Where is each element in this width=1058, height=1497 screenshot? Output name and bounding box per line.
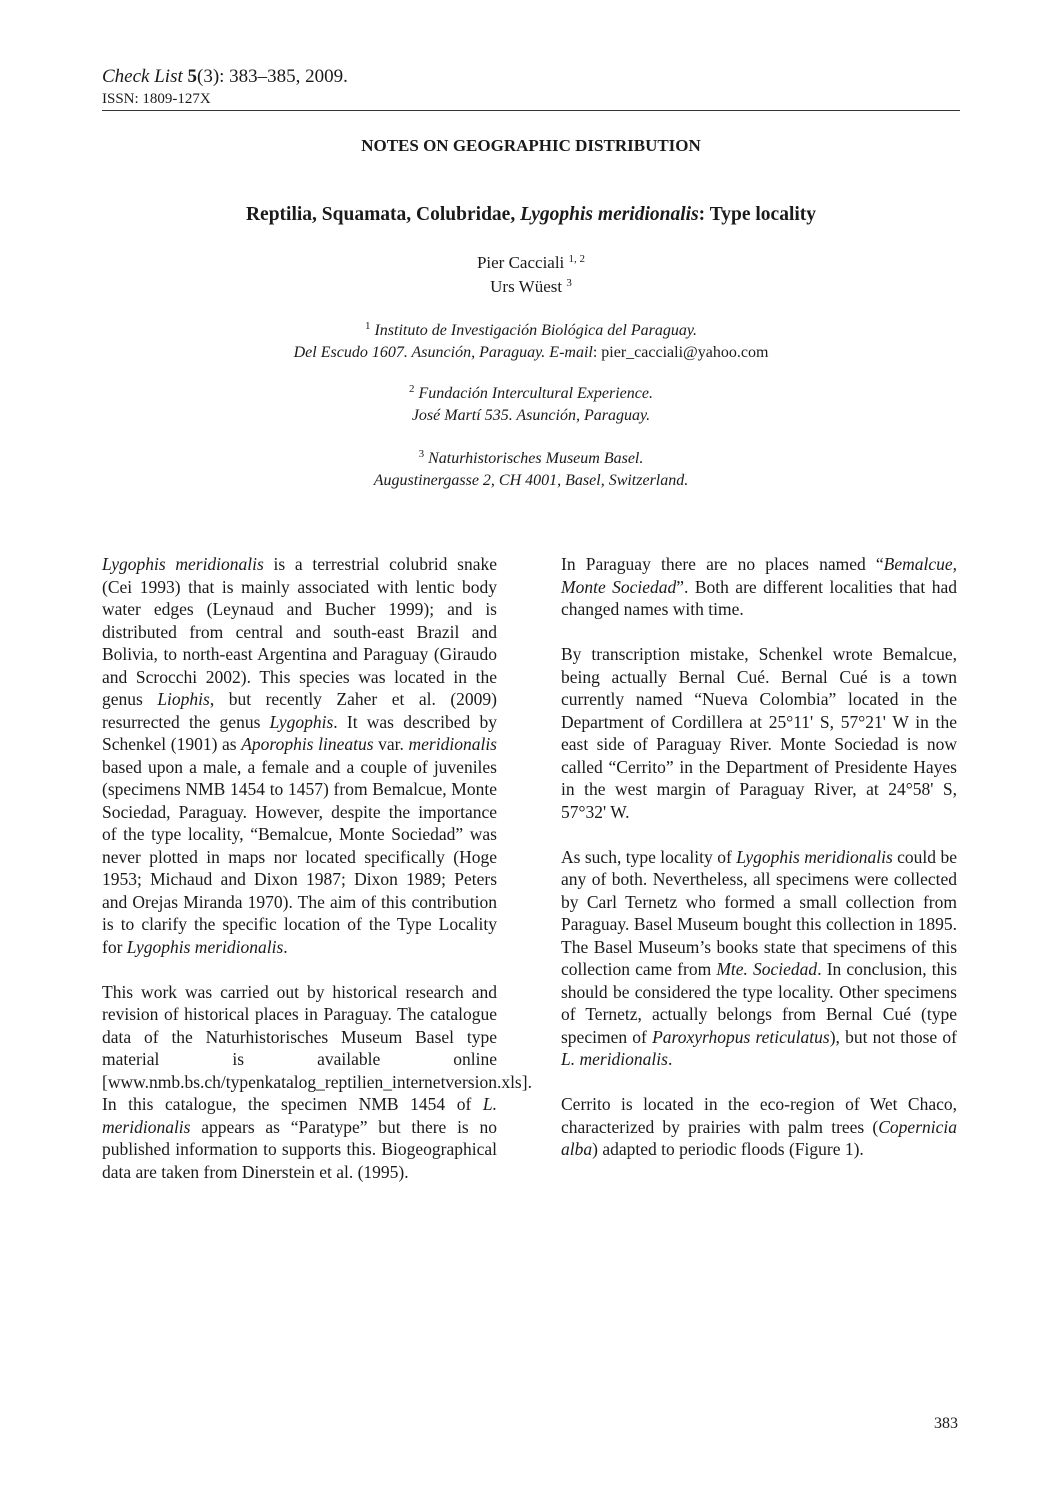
body-column-right bbox=[561, 553, 957, 1183]
affiliation-line: Augustinergasse 2, CH 4001, Basel, Switzerland. bbox=[373, 472, 689, 489]
author-affiliation-mark: 3 bbox=[566, 277, 572, 289]
title-prefix: Reptilia, Squamata, Colubridae, bbox=[245, 204, 516, 225]
issn: ISSN: 1809-127X bbox=[102, 91, 211, 107]
affiliation-line: Naturhistorisches Museum Basel. bbox=[428, 450, 644, 467]
paragraph-transcription: By transcription mistake, Schenkel wrote Bemalcue, being actually Bernal Cué. Bernal Cué is a town currently named “Nueva Colombia” located in the Department of Cordillera at 25°11' S, 57°21' W in the east side of Paraguay River. Monte Sociedad is now called “Cerrito” in the Department of Presidente Hayes in the west margin of Paraguay River, at 24°58' S, 57°32' W. bbox=[561, 644, 957, 822]
author-list bbox=[102, 251, 960, 299]
author bbox=[102, 275, 960, 299]
paragraph-places: In Paraguay there are no places named “Bemalcue, Monte Sociedad”. Both are different localities that had changed names with time. bbox=[561, 554, 957, 619]
journal-citation bbox=[102, 66, 348, 88]
affiliation-3 bbox=[102, 448, 960, 492]
header-rule bbox=[102, 110, 960, 111]
author-affiliation-mark: 1, 2 bbox=[568, 253, 586, 265]
affiliation-line: Fundación Intercultural Experience. bbox=[418, 385, 653, 402]
page-number: 383 bbox=[934, 1415, 958, 1432]
author-name: Urs Wüest bbox=[490, 277, 563, 296]
affiliation-line: Instituto de Investigación Biológica del Paraguay. bbox=[374, 322, 698, 339]
affiliation-email: : pier_cacciali@yahoo.com bbox=[592, 344, 769, 361]
title-species: Lygophis meridionalis bbox=[520, 204, 699, 225]
title-suffix: : Type locality bbox=[698, 204, 817, 225]
section-heading: NOTES ON GEOGRAPHIC DISTRIBUTION bbox=[361, 136, 701, 155]
affiliation-number: 1 bbox=[364, 320, 371, 332]
journal-name: Check List bbox=[102, 66, 183, 87]
journal-volume: 5 bbox=[187, 66, 197, 87]
journal-issue-pages-year: (3): 383–385, 2009. bbox=[197, 66, 348, 87]
affiliation-number: 3 bbox=[418, 448, 425, 460]
paragraph-methods: This work was carried out by historical research and revision of historical places in Paraguay. The catalogue data of the Naturhistorisches Museum Basel type material is available online [www.nmb.bs.ch/typenkatalog_reptilien_internetversion.xls]. In this catalogue, the specimen NMB 1454 of L. meridionalis appears as “Paratype” but there is no published information to supports this. Biogeographical data are taken from Dinerstein et al. (1995). bbox=[102, 981, 532, 1182]
article-title bbox=[102, 203, 960, 227]
affiliation-number: 2 bbox=[409, 383, 415, 395]
body-column-left bbox=[102, 553, 532, 1206]
paragraph-type-locality: As such, type locality of Lygophis meridionalis could be any of both. Nevertheless, all specimens were collected by Carl Ternetz who formed a small collection from Paraguay. Basel Museum bought this collection in 1895. The Basel Museum’s books state that specimens of this collection came from Mte. Sociedad. In conclusion, this should be considered the type locality. Other specimens of Ternetz, actually belongs from Bernal Cué (type specimen of Paroxyrhopus reticulatus), but not those of L. meridionalis. bbox=[561, 846, 958, 1069]
paragraph-intro: Lygophis meridionalis is a terrestrial colubrid snake (Cei 1993) that is mainly associated with lentic body water edges (Leynaud and Bucher 1999); and is distributed from central and south-east Brazil and Bolivia, to north-east Argentina and Paraguay (Giraudo and Scrocchi 2002). This species was located in the genus Liophis, but recently Zaher et al. (2009) resurrected the genus Lygophis. It was described by Schenkel (1901) as Aporophis lineatus var. meridionalis based upon a male, a female and a couple of juveniles (specimens NMB 1454 to 1457) from Bemalcue, Monte Sociedad, Paraguay. However, despite the importance of the type locality, “Bemalcue, Monte Sociedad” was never plotted in maps nor located specifically (Hoge 1953; Michaud and Dixon 1987; Dixon 1989; Peters and Orejas Miranda 1970). The aim of this contribution is to clarify the specific location of the Type Locality for Lygophis meridionalis. bbox=[102, 554, 498, 957]
author-name: Pier Cacciali bbox=[476, 253, 565, 272]
affiliation-2 bbox=[102, 383, 960, 427]
affiliation-1 bbox=[102, 320, 960, 364]
author bbox=[102, 251, 960, 275]
affiliation-line: José Martí 535. Asunción, Paraguay. bbox=[411, 407, 651, 424]
paragraph-ecoregion: Cerrito is located in the eco-region of Wet Chaco, characterized by prairies with palm trees (Copernicia alba) adapted to periodic floods (Figure 1). bbox=[561, 1094, 957, 1159]
affiliation-line: Del Escudo 1607. Asunción, Paraguay. E-mail bbox=[293, 344, 593, 361]
